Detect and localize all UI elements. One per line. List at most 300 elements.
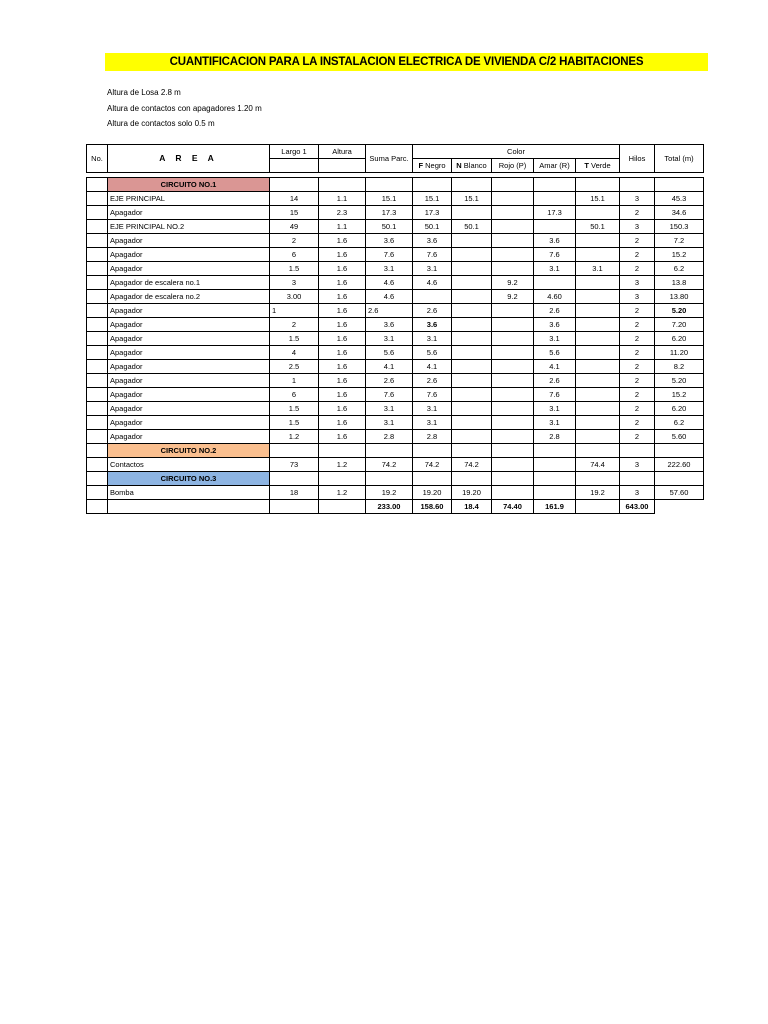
negro-cell: 2.8 [413, 430, 452, 444]
amar-cell: 2.6 [534, 304, 576, 318]
empty-cell [319, 472, 366, 486]
area-cell: Apagador [108, 318, 270, 332]
note-altura-contactos-apagadores: Altura de contactos con apagadores 1.20 m [107, 104, 262, 113]
no-cell [87, 206, 108, 220]
largo-cell: 2 [270, 318, 319, 332]
hilos-cell: 2 [620, 360, 655, 374]
negro-cell: 2.6 [413, 304, 452, 318]
altura-cell: 2.3 [319, 206, 366, 220]
empty-cell [270, 500, 319, 514]
rojo-cell [492, 374, 534, 388]
blanco-cell [452, 388, 492, 402]
area-cell: Apagador [108, 374, 270, 388]
largo-cell: 1.2 [270, 430, 319, 444]
no-cell [87, 472, 108, 486]
negro-cell: 3.6 [413, 318, 452, 332]
table-row [87, 276, 704, 290]
blanco-cell [452, 360, 492, 374]
empty-cell [655, 444, 704, 458]
verde-cell: 50.1 [576, 220, 620, 234]
circuit-row [87, 178, 704, 192]
rojo-cell [492, 346, 534, 360]
hilos-cell: 2 [620, 346, 655, 360]
hilos-cell: 2 [620, 332, 655, 346]
suma-cell: 15.1 [366, 192, 413, 206]
verde-cell [576, 318, 620, 332]
total-negro: 233.00 [366, 500, 413, 514]
rojo-cell [492, 220, 534, 234]
hilos-cell: 2 [620, 262, 655, 276]
altura-cell: 1.6 [319, 374, 366, 388]
empty-cell [452, 444, 492, 458]
empty-cell [87, 500, 108, 514]
empty-cell [413, 178, 452, 192]
total-cell: 57.60 [655, 486, 704, 500]
blanco-lead: N [456, 161, 462, 170]
empty-cell [270, 472, 319, 486]
total-verde: 161.9 [534, 500, 576, 514]
amar-cell: 4.60 [534, 290, 576, 304]
no-cell [87, 192, 108, 206]
empty-cell [620, 444, 655, 458]
altura-cell: 1.6 [319, 304, 366, 318]
hilos-cell: 2 [620, 430, 655, 444]
total-cell: 34.6 [655, 206, 704, 220]
negro-cell: 19.20 [413, 486, 452, 500]
suma-cell: 3.1 [366, 416, 413, 430]
header-altura-blank [319, 159, 366, 173]
table-row [87, 486, 704, 500]
table-row [87, 304, 704, 318]
altura-cell: 1.6 [319, 402, 366, 416]
amar-cell: 4.1 [534, 360, 576, 374]
verde-cell: 15.1 [576, 192, 620, 206]
blanco-cell [452, 290, 492, 304]
table-row [87, 388, 704, 402]
hilos-cell: 3 [620, 486, 655, 500]
amar-cell: 2.6 [534, 374, 576, 388]
hilos-cell: 2 [620, 402, 655, 416]
page-title: CUANTIFICACION PARA LA INSTALACION ELECTRICA DE VIVIENDA C/2 HABITACIONES [105, 53, 708, 71]
rojo-cell [492, 234, 534, 248]
total-cell: 6.20 [655, 332, 704, 346]
no-cell [87, 486, 108, 500]
area-cell: EJE PRINCIPAL NO.2 [108, 220, 270, 234]
blanco-cell [452, 346, 492, 360]
note-altura-losa: Altura de Losa 2.8 m [107, 88, 181, 97]
table-row [87, 402, 704, 416]
no-cell [87, 346, 108, 360]
hilos-cell: 3 [620, 290, 655, 304]
verde-cell [576, 402, 620, 416]
amar-cell [534, 458, 576, 472]
area-cell: Apagador de escalera no.1 [108, 276, 270, 290]
hilos-cell: 2 [620, 388, 655, 402]
hilos-cell: 2 [620, 416, 655, 430]
empty-cell [576, 444, 620, 458]
verde-cell [576, 206, 620, 220]
altura-cell: 1.6 [319, 234, 366, 248]
verde-cell [576, 234, 620, 248]
table-row [87, 220, 704, 234]
empty-cell [366, 444, 413, 458]
verde-lead: T [584, 161, 589, 170]
area-cell: Apagador [108, 262, 270, 276]
hilos-cell: 2 [620, 234, 655, 248]
table-row [87, 430, 704, 444]
header-negro [413, 159, 452, 173]
total-amar: 74.40 [492, 500, 534, 514]
area-cell: Apagador [108, 248, 270, 262]
no-cell [87, 290, 108, 304]
empty-cell [366, 178, 413, 192]
area-cell: Apagador [108, 234, 270, 248]
header-rojo: Rojo (P) [492, 159, 534, 173]
rojo-cell: 9.2 [492, 276, 534, 290]
suma-cell: 7.6 [366, 248, 413, 262]
largo-cell: 14 [270, 192, 319, 206]
table-row [87, 234, 704, 248]
total-cell: 5.20 [655, 304, 704, 318]
negro-cell: 3.1 [413, 402, 452, 416]
negro-lead: F [418, 161, 424, 170]
amar-cell: 3.1 [534, 262, 576, 276]
no-cell [87, 262, 108, 276]
rojo-cell: 9.2 [492, 290, 534, 304]
altura-cell: 1.6 [319, 416, 366, 430]
hilos-cell: 3 [620, 192, 655, 206]
blanco-cell [452, 304, 492, 318]
empty-cell [319, 500, 366, 514]
amar-cell [534, 486, 576, 500]
area-cell: Apagador [108, 304, 270, 318]
table-row [87, 458, 704, 472]
largo-cell: 2.5 [270, 360, 319, 374]
no-cell [87, 332, 108, 346]
rojo-cell [492, 248, 534, 262]
total-cell: 6.20 [655, 402, 704, 416]
empty-cell [270, 178, 319, 192]
empty-cell [576, 178, 620, 192]
largo-cell: 1.5 [270, 416, 319, 430]
blanco-cell: 15.1 [452, 192, 492, 206]
suma-cell: 3.1 [366, 332, 413, 346]
header-altura: Altura [319, 145, 366, 159]
empty-cell [108, 500, 270, 514]
negro-cell: 5.6 [413, 346, 452, 360]
largo-cell: 1 [270, 374, 319, 388]
empty-cell [620, 178, 655, 192]
altura-cell: 1.6 [319, 290, 366, 304]
table-row [87, 416, 704, 430]
no-cell [87, 318, 108, 332]
hilos-cell: 3 [620, 276, 655, 290]
hilos-cell: 2 [620, 304, 655, 318]
total-cell: 13.8 [655, 276, 704, 290]
empty-cell [319, 444, 366, 458]
negro-cell [413, 290, 452, 304]
hilos-cell: 2 [620, 206, 655, 220]
blanco-cell: 19.20 [452, 486, 492, 500]
blanco-cell [452, 318, 492, 332]
amar-cell [534, 220, 576, 234]
header-no: No. [87, 145, 108, 173]
altura-cell: 1.6 [319, 276, 366, 290]
no-cell [87, 220, 108, 234]
header-largo: Largo 1 [270, 145, 319, 159]
negro-cell: 74.2 [413, 458, 452, 472]
hilos-cell: 2 [620, 374, 655, 388]
blanco-cell [452, 234, 492, 248]
area-cell: Apagador [108, 416, 270, 430]
negro-cell: 3.6 [413, 234, 452, 248]
largo-cell: 18 [270, 486, 319, 500]
area-cell: Apagador [108, 346, 270, 360]
altura-cell: 1.6 [319, 332, 366, 346]
suma-cell: 17.3 [366, 206, 413, 220]
largo-cell: 1.5 [270, 262, 319, 276]
blanco-cell: 50.1 [452, 220, 492, 234]
note-altura-contactos-solo: Altura de contactos solo 0.5 m [107, 119, 215, 128]
no-cell [87, 276, 108, 290]
altura-cell: 1.2 [319, 458, 366, 472]
total-cell: 13.80 [655, 290, 704, 304]
no-cell [87, 458, 108, 472]
header-color: Color [413, 145, 620, 159]
no-cell [87, 234, 108, 248]
amar-cell: 17.3 [534, 206, 576, 220]
altura-cell: 1.6 [319, 248, 366, 262]
empty-cell [576, 500, 620, 514]
largo-cell: 73 [270, 458, 319, 472]
suma-cell: 74.2 [366, 458, 413, 472]
area-cell: Contactos [108, 458, 270, 472]
suma-cell: 4.1 [366, 360, 413, 374]
largo-cell: 4 [270, 346, 319, 360]
rojo-cell [492, 458, 534, 472]
total-cell: 11.20 [655, 346, 704, 360]
area-cell: Apagador [108, 402, 270, 416]
header-suma: Suma Parc. [366, 145, 413, 173]
blanco-cell [452, 374, 492, 388]
header-blanco [452, 159, 492, 173]
largo-cell: 1.5 [270, 332, 319, 346]
area-cell: Apagador [108, 388, 270, 402]
blanco-cell [452, 402, 492, 416]
total-cell: 45.3 [655, 192, 704, 206]
verde-cell [576, 388, 620, 402]
rojo-cell [492, 388, 534, 402]
rojo-cell [492, 402, 534, 416]
no-cell [87, 304, 108, 318]
altura-cell: 1.6 [319, 430, 366, 444]
altura-cell: 1.6 [319, 346, 366, 360]
amar-cell: 3.6 [534, 234, 576, 248]
altura-cell: 1.2 [319, 486, 366, 500]
no-cell [87, 402, 108, 416]
largo-cell: 3.00 [270, 290, 319, 304]
table-row [87, 360, 704, 374]
largo-cell: 6 [270, 388, 319, 402]
rojo-cell [492, 486, 534, 500]
verde-cell [576, 304, 620, 318]
empty-cell [270, 444, 319, 458]
no-cell [87, 248, 108, 262]
empty-cell [534, 178, 576, 192]
altura-cell: 1.6 [319, 360, 366, 374]
header-amar: Amar (R) [534, 159, 576, 173]
circuit-label: CIRCUITO NO.3 [108, 472, 270, 486]
verde-cell [576, 276, 620, 290]
total-cell: 7.2 [655, 234, 704, 248]
empty-cell [492, 472, 534, 486]
verde-cell [576, 332, 620, 346]
verde-label: Verde [591, 161, 611, 170]
verde-cell [576, 430, 620, 444]
suma-cell: 3.6 [366, 318, 413, 332]
empty-cell [534, 444, 576, 458]
verde-cell: 3.1 [576, 262, 620, 276]
verde-cell [576, 416, 620, 430]
hilos-cell: 3 [620, 220, 655, 234]
total-cell: 15.2 [655, 388, 704, 402]
table-row [87, 192, 704, 206]
header-hilos: Hilos [620, 145, 655, 173]
total-cell: 8.2 [655, 360, 704, 374]
empty-cell [655, 472, 704, 486]
verde-cell [576, 360, 620, 374]
suma-cell: 3.6 [366, 234, 413, 248]
rojo-cell [492, 192, 534, 206]
verde-cell: 74.4 [576, 458, 620, 472]
rojo-cell [492, 416, 534, 430]
area-cell: Apagador [108, 430, 270, 444]
empty-cell [413, 444, 452, 458]
suma-cell: 2.6 [366, 374, 413, 388]
no-cell [87, 388, 108, 402]
total-cell: 5.60 [655, 430, 704, 444]
circuit-label: CIRCUITO NO.2 [108, 444, 270, 458]
suma-cell: 2.6 [366, 304, 413, 318]
no-cell [87, 430, 108, 444]
empty-cell [366, 472, 413, 486]
empty-cell [452, 472, 492, 486]
suma-cell: 3.1 [366, 402, 413, 416]
area-cell: Apagador [108, 360, 270, 374]
area-cell: EJE PRINCIPAL [108, 192, 270, 206]
total-cell: 222.60 [655, 458, 704, 472]
total-rojo: 18.4 [452, 500, 492, 514]
amar-cell: 7.6 [534, 248, 576, 262]
amar-cell: 3.1 [534, 402, 576, 416]
largo-cell: 2 [270, 234, 319, 248]
negro-cell: 4.1 [413, 360, 452, 374]
table-row [87, 346, 704, 360]
no-cell [87, 360, 108, 374]
header-verde [576, 159, 620, 173]
negro-cell: 15.1 [413, 192, 452, 206]
area-cell: Apagador de escalera no.2 [108, 290, 270, 304]
no-cell [87, 444, 108, 458]
altura-cell: 1.6 [319, 318, 366, 332]
no-cell [87, 374, 108, 388]
hilos-cell: 3 [620, 458, 655, 472]
circuit-label: CIRCUITO NO.1 [108, 178, 270, 192]
amar-cell: 7.6 [534, 388, 576, 402]
empty-cell [620, 472, 655, 486]
table-row [87, 290, 704, 304]
suma-cell: 19.2 [366, 486, 413, 500]
suma-cell: 3.1 [366, 262, 413, 276]
suma-cell: 2.8 [366, 430, 413, 444]
total-cell: 5.20 [655, 374, 704, 388]
amar-cell: 3.1 [534, 332, 576, 346]
totals-row [87, 500, 704, 514]
rojo-cell [492, 304, 534, 318]
header-largo-blank [270, 159, 319, 173]
amar-cell: 5.6 [534, 346, 576, 360]
table-row [87, 262, 704, 276]
largo-cell: 1.5 [270, 402, 319, 416]
circuit-row [87, 472, 704, 486]
verde-cell [576, 374, 620, 388]
negro-cell: 3.1 [413, 332, 452, 346]
amar-cell: 2.8 [534, 430, 576, 444]
negro-cell: 4.6 [413, 276, 452, 290]
largo-cell: 3 [270, 276, 319, 290]
rojo-cell [492, 262, 534, 276]
table-row [87, 318, 704, 332]
amar-cell [534, 192, 576, 206]
negro-cell: 7.6 [413, 248, 452, 262]
blanco-cell [452, 416, 492, 430]
rojo-cell [492, 206, 534, 220]
total-cell: 15.2 [655, 248, 704, 262]
rojo-cell [492, 332, 534, 346]
negro-cell: 3.1 [413, 262, 452, 276]
area-cell: Apagador [108, 206, 270, 220]
empty-cell [319, 178, 366, 192]
altura-cell: 1.6 [319, 262, 366, 276]
suma-cell: 50.1 [366, 220, 413, 234]
largo-cell: 15 [270, 206, 319, 220]
hilos-cell: 2 [620, 318, 655, 332]
rojo-cell [492, 360, 534, 374]
header-row-1 [87, 145, 704, 159]
suma-cell: 5.6 [366, 346, 413, 360]
total-cell: 7.20 [655, 318, 704, 332]
circuit-row [87, 444, 704, 458]
header-area: A R E A [108, 145, 270, 173]
largo-cell: 6 [270, 248, 319, 262]
blanco-cell [452, 248, 492, 262]
quantification-table [86, 144, 704, 514]
blanco-cell: 74.2 [452, 458, 492, 472]
altura-cell: 1.1 [319, 220, 366, 234]
blanco-cell [452, 206, 492, 220]
rojo-cell [492, 318, 534, 332]
altura-cell: 1.1 [319, 192, 366, 206]
verde-cell [576, 248, 620, 262]
verde-cell [576, 346, 620, 360]
negro-cell: 2.6 [413, 374, 452, 388]
negro-label: Negro [425, 161, 446, 170]
empty-cell [534, 472, 576, 486]
table-row [87, 248, 704, 262]
suma-cell: 4.6 [366, 276, 413, 290]
empty-cell [576, 472, 620, 486]
largo-cell: 49 [270, 220, 319, 234]
